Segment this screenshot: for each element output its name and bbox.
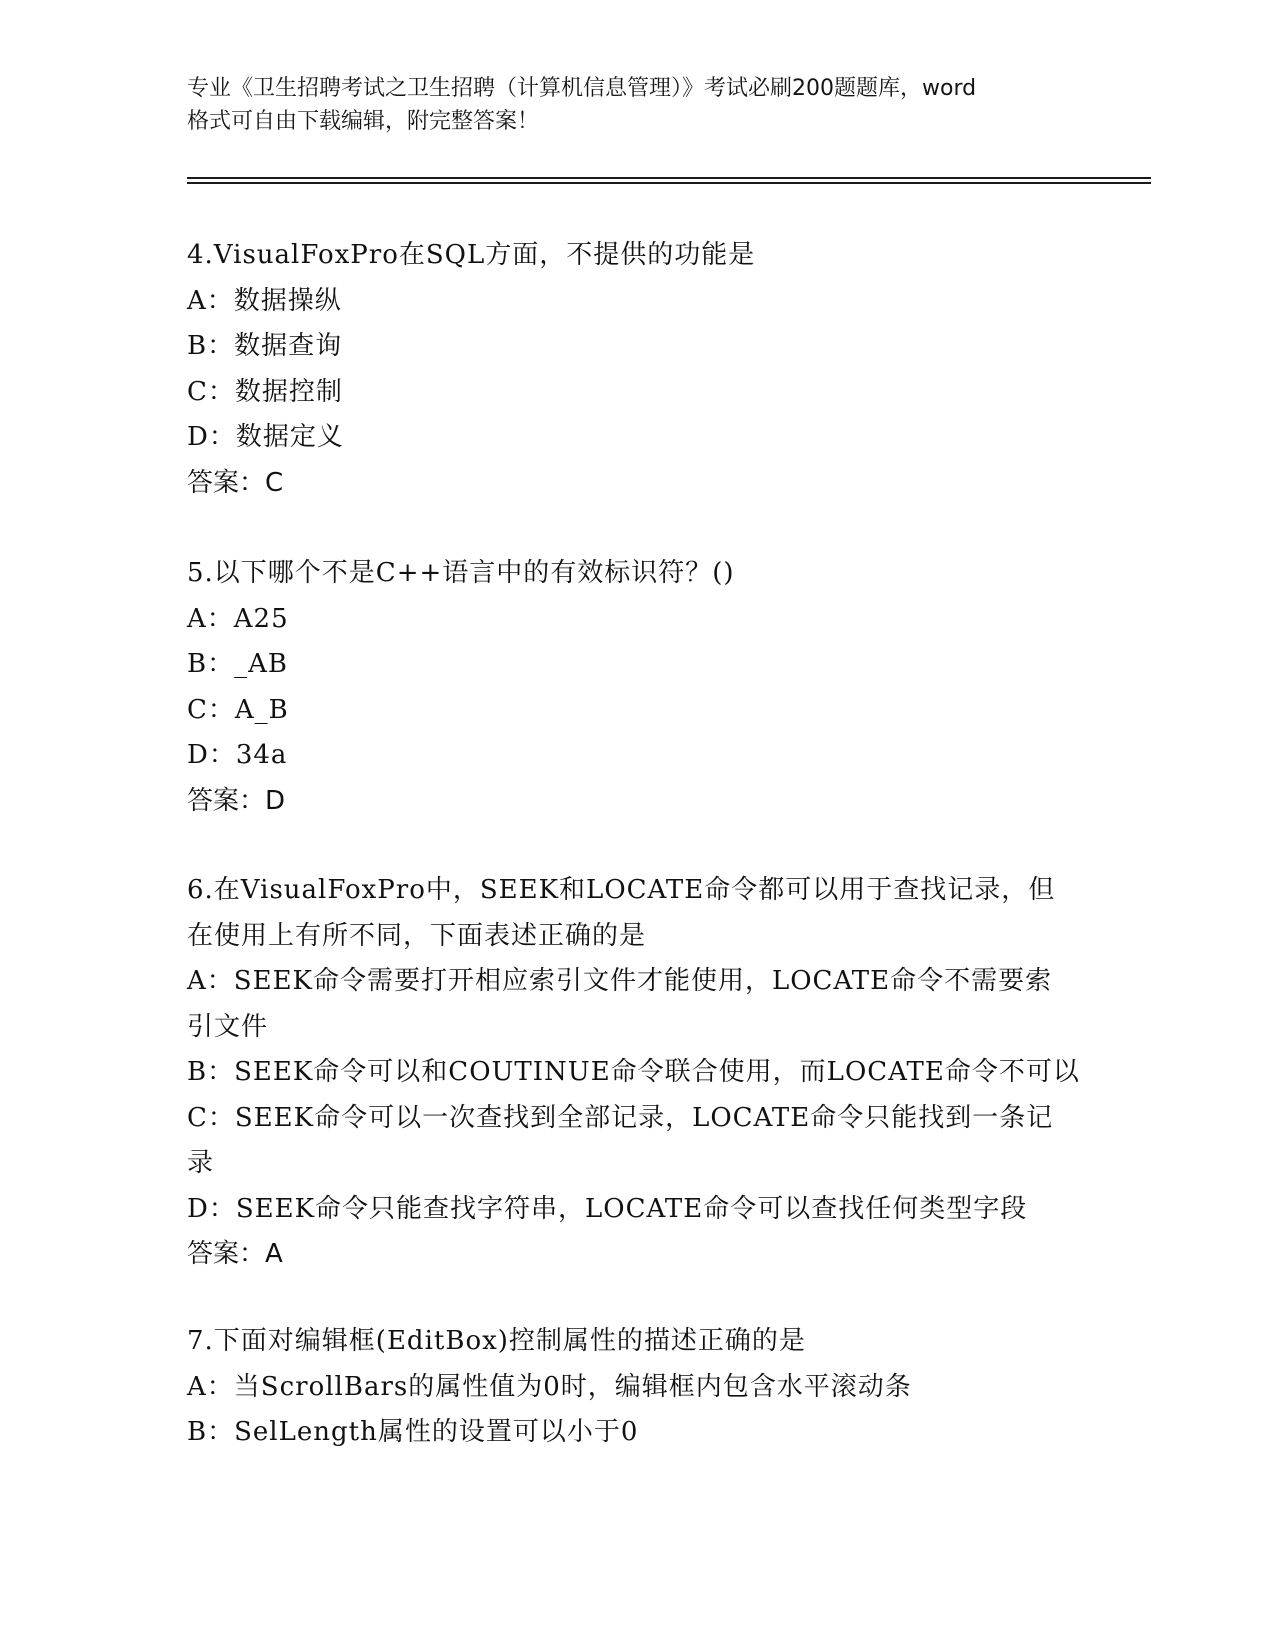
option-c: C：SEEK命令可以一次查找到全部记录，LOCATE命令只能找到一条记 [187,1102,1054,1133]
option-a: A：A25 [187,603,289,634]
option-b: B：数据查询 [187,331,343,361]
header-divider-top [187,177,1151,179]
option-b: B：SEEK命令可以和COUTINUE命令联合使用，而LOCATE命令不可以 [187,1057,1080,1087]
answer-label: 答案：A [187,1239,283,1269]
header-divider-bottom [187,182,1151,184]
document-header [187,72,1087,138]
question-4 [187,233,1067,506]
question-stem: 5.以下哪个不是C++语言中的有效标识符？() [187,558,735,588]
question-stem: 4.VisualFoxPro在SQL方面，不提供的功能是 [187,240,756,270]
option-a: A：当ScrollBars的属性值为0时，编辑框内包含水平滚动条 [187,1371,912,1402]
option-c-continued: 录 [187,1148,215,1178]
option-c: C：数据控制 [187,376,343,407]
question-stem: 7.下面对编辑框(EditBox)控制属性的描述正确的是 [187,1326,806,1356]
option-d: D：SEEK命令只能查找字符串，LOCATE命令可以查找任何类型字段 [187,1193,1028,1224]
header-line-2: 格式可自由下载编辑，附完整答案！ [187,109,540,134]
header-line-1: 专业《卫生招聘考试之卫生招聘（计算机信息管理）》考试必刷200题题库，word [187,76,977,101]
option-a-continued: 引文件 [187,1011,269,1042]
answer-label: 答案：C [187,467,284,498]
question-6 [187,868,1080,1278]
option-b: B：SelLength属性的设置可以小于0 [187,1417,639,1447]
question-stem-line-1: 6.在VisualFoxPro中，SEEK和LOCATE命令都可以用于查找记录，但 [187,875,1056,905]
question-7 [187,1319,1067,1456]
option-d: D：34a [187,740,288,770]
question-stem-line-2: 在使用上有所不同，下面表述正确的是 [187,920,647,951]
option-a: A：数据操纵 [187,285,342,316]
option-b: B：_AB [187,649,288,679]
question-5 [187,551,1067,824]
option-d: D：数据定义 [187,422,344,452]
option-c: C：A_B [187,694,289,725]
option-a: A：SEEK命令需要打开相应索引文件才能使用，LOCATE命令不需要索 [187,966,1053,996]
answer-label: 答案：D [187,785,286,816]
